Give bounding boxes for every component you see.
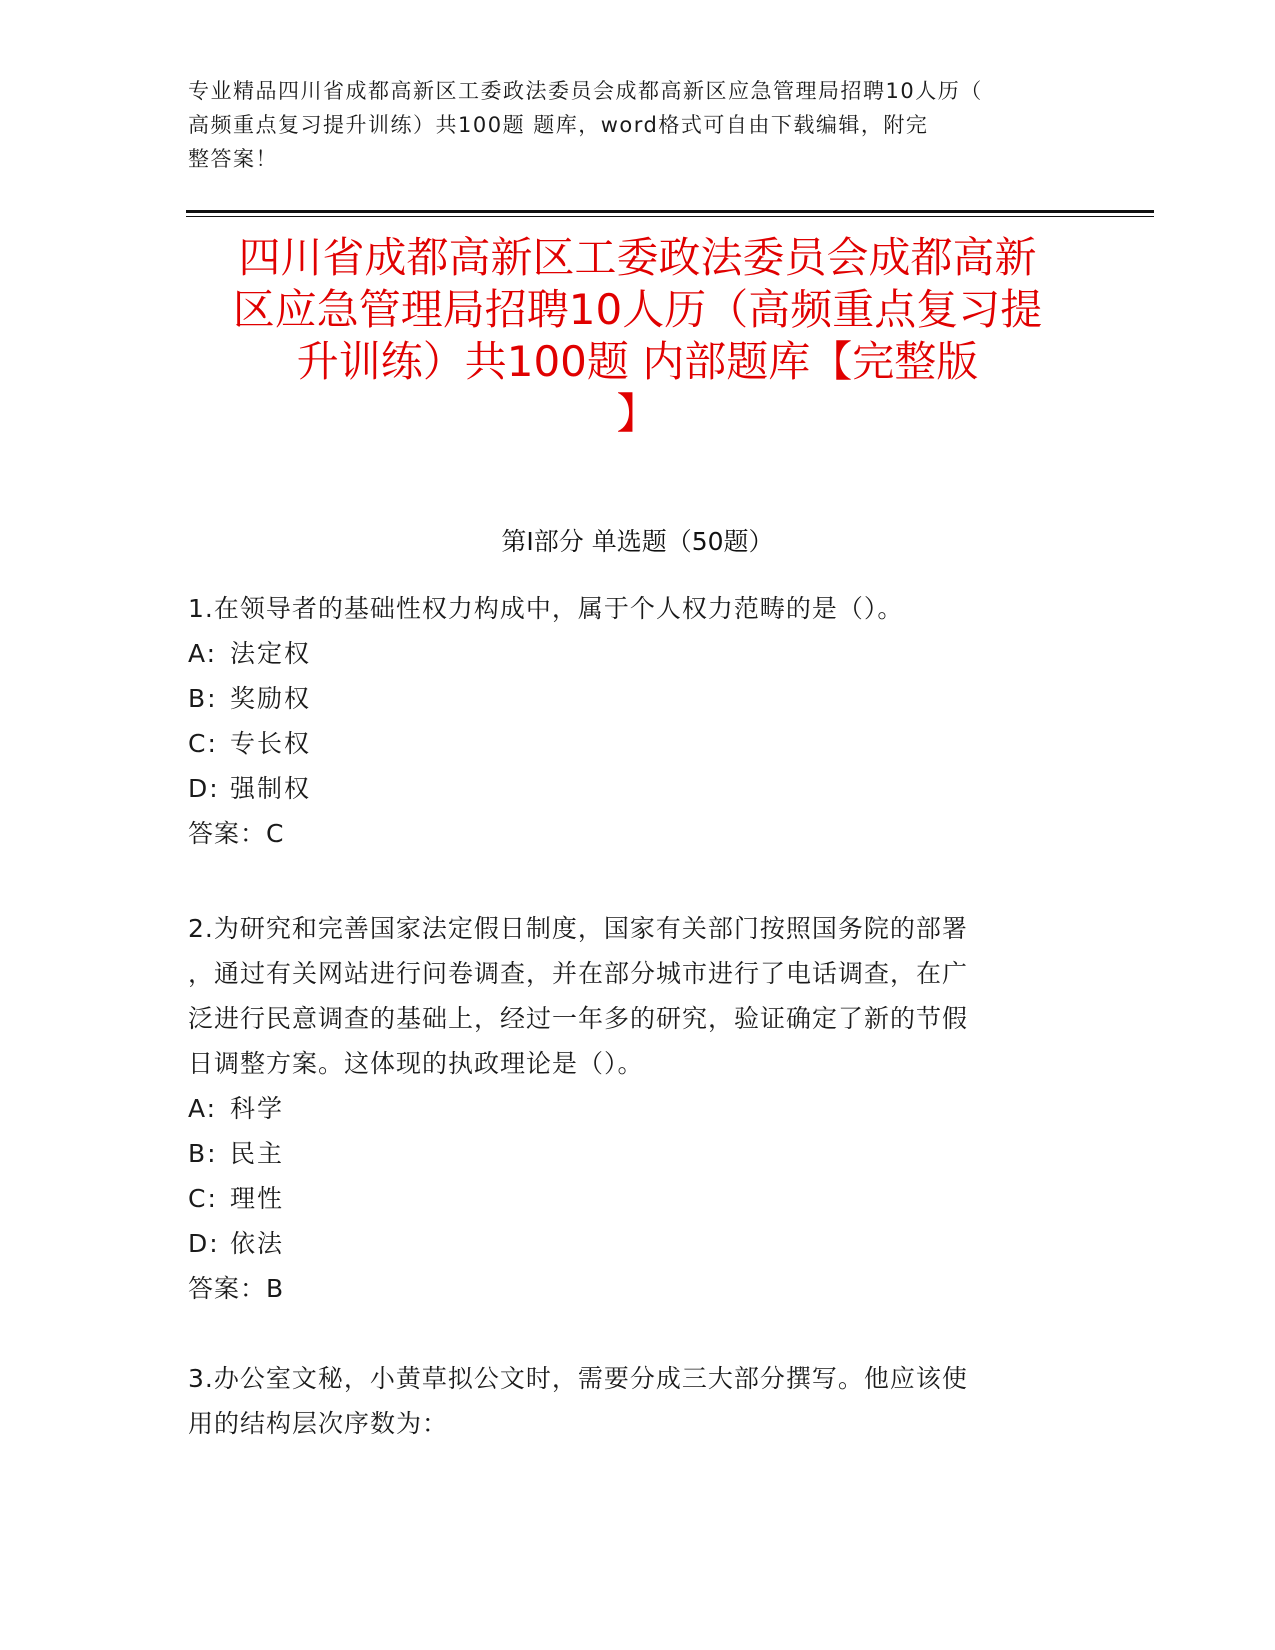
question-3: [188, 1356, 1068, 1446]
option-b: [188, 676, 1068, 721]
option-text: 强制权: [230, 774, 312, 803]
title-line: 升训练）共100题 内部题库【完整版: [296, 337, 979, 386]
header-note-line: 专业精品四川省成都高新区工委政法委员会成都高新区应急管理局招聘10人历（: [188, 79, 983, 103]
option-text: 法定权: [230, 639, 312, 668]
answer-label: 答案：C: [188, 819, 285, 848]
header-note-line: 高频重点复习提升训练）共100题 题库，word格式可自由下载编辑，附完: [188, 113, 929, 137]
option-a: [188, 1086, 1068, 1131]
option-text: 依法: [230, 1229, 285, 1258]
option-c: [188, 1176, 1068, 1221]
question-line: 用的结构层次序数为：: [188, 1409, 449, 1438]
option-text: 专长权: [230, 729, 312, 758]
option-text: 科学: [230, 1094, 285, 1123]
question-2: [188, 906, 1068, 1311]
question-line: 3.办公室文秘，小黄草拟公文时，需要分成三大部分撰写。他应该使: [188, 1364, 968, 1393]
option-d: [188, 1221, 1068, 1266]
option-letter: D:: [188, 774, 220, 803]
question-text: [188, 586, 1068, 631]
option-letter: D:: [188, 1229, 220, 1258]
header-note: [188, 74, 1068, 176]
header-note-line: 整答案！: [188, 147, 278, 171]
option-letter: B:: [188, 1139, 218, 1168]
option-a: [188, 631, 1068, 676]
title-line: 】: [616, 389, 659, 438]
question-line: 泛进行民意调查的基础上，经过一年多的研究，验证确定了新的节假: [188, 1004, 969, 1033]
question-line: 日调整方案。这体现的执政理论是（）。: [188, 1049, 644, 1078]
section-heading: 第Ⅰ部分 单选题（50题）: [501, 527, 774, 556]
option-d: [188, 766, 1068, 811]
question-text: [188, 906, 1068, 1086]
document-title: [180, 232, 1095, 440]
option-b: [188, 1131, 1068, 1176]
question-line: 1.在领导者的基础性权力构成中，属于个人权力范畴的是（）。: [188, 594, 904, 623]
option-text: 奖励权: [230, 684, 312, 713]
question-line: 2.为研究和完善国家法定假日制度，国家有关部门按照国务院的部署: [188, 914, 968, 943]
answer-label: 答案：B: [188, 1274, 285, 1303]
question-1: [188, 586, 1068, 856]
option-letter: A:: [188, 639, 218, 668]
option-letter: A:: [188, 1094, 218, 1123]
option-text: 民主: [230, 1139, 285, 1168]
header-divider-thin: [186, 216, 1154, 217]
option-letter: B:: [188, 684, 218, 713]
option-letter: C:: [188, 1184, 218, 1213]
option-text: 理性: [230, 1184, 285, 1213]
question-text: [188, 1356, 1068, 1446]
title-line: 区应急管理局招聘10人历（高频重点复习提: [232, 285, 1043, 334]
title-line: 四川省成都高新区工委政法委员会成都高新: [238, 233, 1037, 282]
option-letter: C:: [188, 729, 218, 758]
header-divider-thick: [186, 210, 1154, 213]
option-c: [188, 721, 1068, 766]
question-line: ，通过有关网站进行问卷调查，并在部分城市进行了电话调查，在广: [188, 959, 969, 988]
